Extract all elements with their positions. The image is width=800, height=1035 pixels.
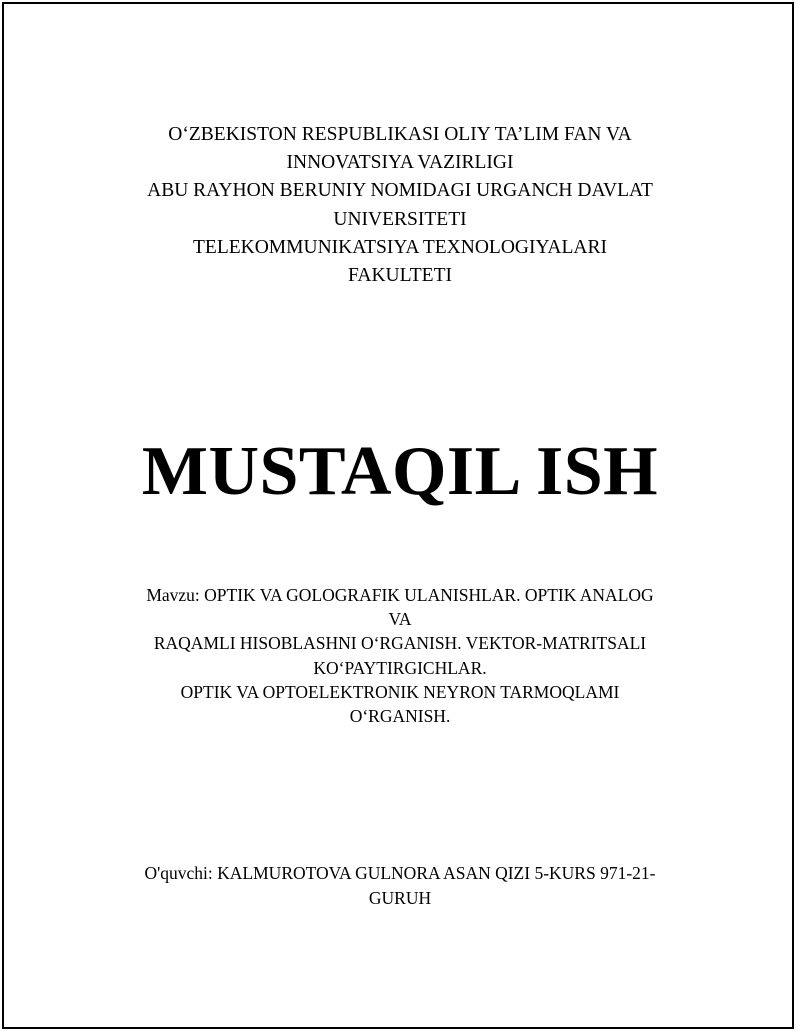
topic-line: RAQAMLI HISOBLASHNI O‘RGANISH. VEKTOR-MATRITSALI xyxy=(153,633,647,654)
student-line: GURUH xyxy=(368,888,432,908)
ministry-header xyxy=(110,121,690,290)
topic-line: O‘RGANISH. xyxy=(349,706,451,727)
student-info xyxy=(110,861,690,911)
header-line: O‘ZBEKISTON RESPUBLIKASI OLIY TA’LIM FAN VA xyxy=(168,124,632,145)
document-title: MUSTAQIL ISH xyxy=(141,433,659,510)
header-line: ABU RAYHON BERUNIY NOMIDAGI URGANCH DAVLAT xyxy=(147,180,653,202)
topic-line: KO‘PAYTIRGICHLAR. xyxy=(313,657,487,678)
student-line: O'quvchi: KALMUROTOVA GULNORA ASAN QIZI 5-KURS 971-21- xyxy=(144,863,656,883)
topic-line: VA xyxy=(388,609,412,630)
header-line: TELEKOMMUNIKATSIYA TEXNOLOGIYALARI xyxy=(193,236,607,258)
header-line: FAKULTETI xyxy=(348,265,452,287)
topic-line: OPTIK VA OPTOELEKTRONIK NEYRON TARMOQLAMI xyxy=(180,681,620,702)
topic-line: Mavzu: OPTIK VA GOLOGRAFIK ULANISHLAR. OPTIK ANALOG xyxy=(146,585,654,605)
header-line: INNOVATSIYA VAZIRLIGI xyxy=(286,152,514,174)
topic-section xyxy=(115,583,685,728)
header-line: UNIVERSITETI xyxy=(333,208,467,230)
